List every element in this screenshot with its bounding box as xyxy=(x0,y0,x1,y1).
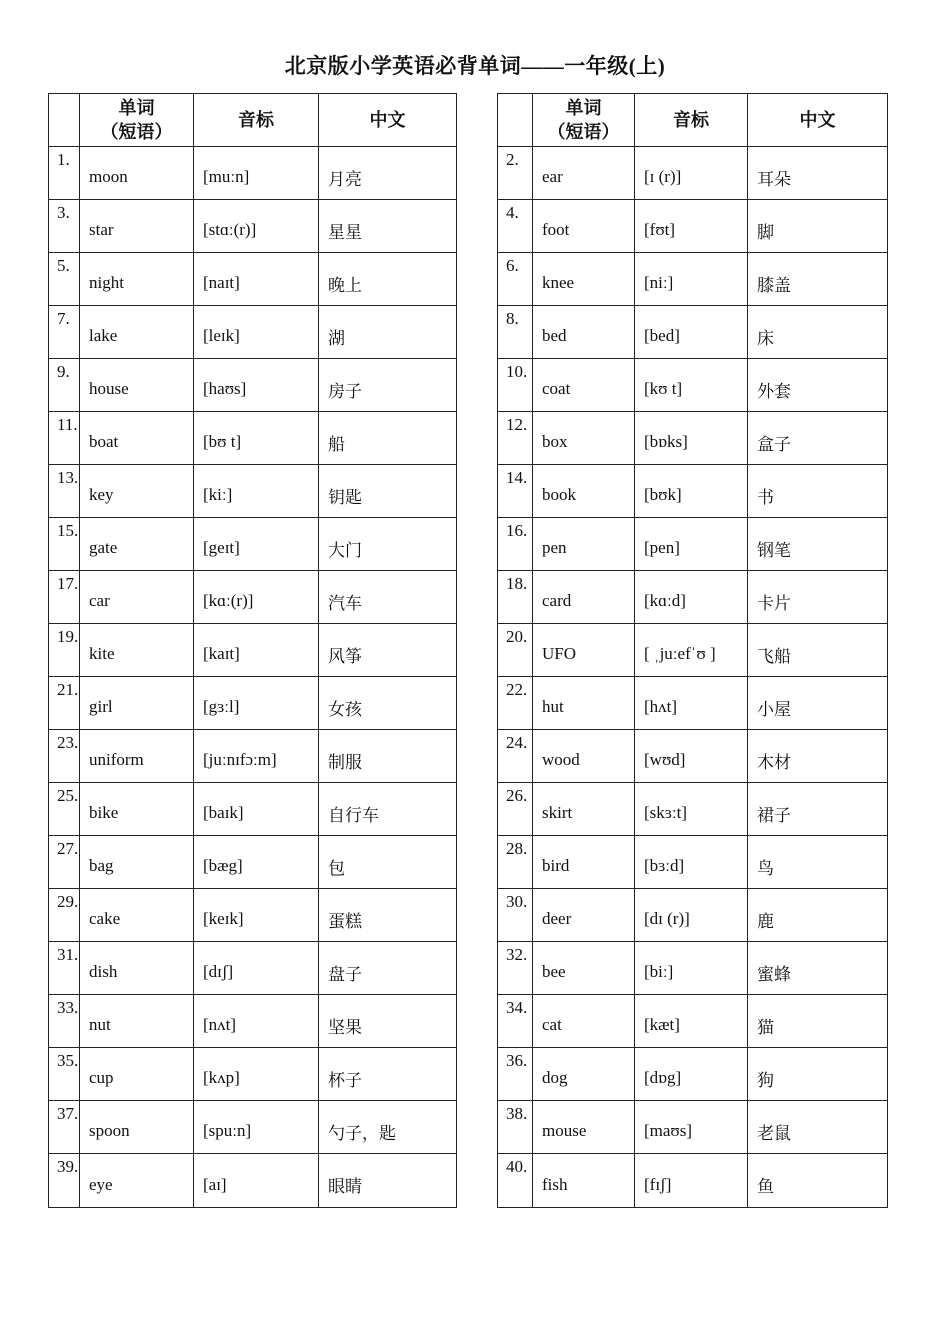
chinese-cell: 包 xyxy=(319,836,457,889)
phonetic-cell: [kʊ t] xyxy=(635,359,748,412)
chinese-cell: 勺子，匙 xyxy=(319,1101,457,1154)
word-cell: star xyxy=(80,200,194,253)
row-number: 6. xyxy=(498,253,533,306)
phonetic-cell: [wʊd] xyxy=(635,730,748,783)
word-cell: bag xyxy=(80,836,194,889)
table-row xyxy=(498,889,888,942)
table-row xyxy=(49,1154,457,1208)
word-cell: foot xyxy=(533,200,635,253)
row-number: 1. xyxy=(49,147,80,200)
chinese-cell: 月亮 xyxy=(319,147,457,200)
chinese-cell: 风筝 xyxy=(319,624,457,677)
word-cell: spoon xyxy=(80,1101,194,1154)
word-cell: girl xyxy=(80,677,194,730)
row-number: 5. xyxy=(49,253,80,306)
word-cell: UFO xyxy=(533,624,635,677)
table-row xyxy=(498,836,888,889)
row-number: 29. xyxy=(49,889,80,942)
table-row xyxy=(498,571,888,624)
chinese-cell: 晚上 xyxy=(319,253,457,306)
phonetic-cell: [bed] xyxy=(635,306,748,359)
chinese-cell: 蛋糕 xyxy=(319,889,457,942)
row-number: 22. xyxy=(498,677,533,730)
chinese-cell: 木材 xyxy=(748,730,888,783)
table-row xyxy=(498,1101,888,1154)
chinese-cell: 猫 xyxy=(748,995,888,1048)
phonetic-cell: [biː] xyxy=(635,942,748,995)
phonetic-cell: [pen] xyxy=(635,518,748,571)
chinese-cell: 大门 xyxy=(319,518,457,571)
row-number: 8. xyxy=(498,306,533,359)
right-table-body xyxy=(498,147,888,1208)
table-row xyxy=(49,836,457,889)
word-cell: hut xyxy=(533,677,635,730)
chinese-cell: 床 xyxy=(748,306,888,359)
table-row xyxy=(498,412,888,465)
table-row xyxy=(498,518,888,571)
word-cell: wood xyxy=(533,730,635,783)
chinese-cell: 杯子 xyxy=(319,1048,457,1101)
table-row xyxy=(49,730,457,783)
table-row xyxy=(498,942,888,995)
phonetic-cell: [maʊs] xyxy=(635,1101,748,1154)
table-row xyxy=(498,253,888,306)
phonetic-cell: [ɪ (r)] xyxy=(635,147,748,200)
chinese-cell: 脚 xyxy=(748,200,888,253)
table-row xyxy=(498,1154,888,1208)
word-cell: dish xyxy=(80,942,194,995)
phonetic-cell: [kɑː(r)] xyxy=(194,571,319,624)
chinese-cell: 自行车 xyxy=(319,783,457,836)
header-word: 单词 （短语） xyxy=(533,94,635,147)
row-number: 15. xyxy=(49,518,80,571)
table-row xyxy=(49,1048,457,1101)
table-row xyxy=(498,200,888,253)
phonetic-cell: [dɪʃ] xyxy=(194,942,319,995)
header-ipa: 音标 xyxy=(194,94,319,147)
row-number: 21. xyxy=(49,677,80,730)
table-row xyxy=(49,995,457,1048)
phonetic-cell: [gɜːl] xyxy=(194,677,319,730)
header-num xyxy=(498,94,533,147)
vocab-table-right xyxy=(497,93,888,1208)
word-cell: fish xyxy=(533,1154,635,1208)
chinese-cell: 耳朵 xyxy=(748,147,888,200)
chinese-cell: 蜜蜂 xyxy=(748,942,888,995)
table-row xyxy=(498,306,888,359)
chinese-cell: 卡片 xyxy=(748,571,888,624)
phonetic-cell: [leɪk] xyxy=(194,306,319,359)
phonetic-cell: [fʊt] xyxy=(635,200,748,253)
chinese-cell: 汽车 xyxy=(319,571,457,624)
header-num xyxy=(49,94,80,147)
table-row xyxy=(49,889,457,942)
page-title: 北京版小学英语必背单词——一年级(上) xyxy=(284,54,666,78)
row-number: 13. xyxy=(49,465,80,518)
phonetic-cell: [niː] xyxy=(635,253,748,306)
word-cell: car xyxy=(80,571,194,624)
row-number: 38. xyxy=(498,1101,533,1154)
left-table-body xyxy=(49,147,457,1208)
phonetic-cell: [hʌt] xyxy=(635,677,748,730)
phonetic-cell: [kɑːd] xyxy=(635,571,748,624)
phonetic-cell: [fɪʃ] xyxy=(635,1154,748,1208)
word-cell: nut xyxy=(80,995,194,1048)
table-row xyxy=(49,783,457,836)
row-number: 37. xyxy=(49,1101,80,1154)
table-row xyxy=(49,147,457,200)
row-number: 14. xyxy=(498,465,533,518)
word-cell: eye xyxy=(80,1154,194,1208)
vocab-table-left xyxy=(48,93,457,1208)
row-number: 24. xyxy=(498,730,533,783)
word-cell: card xyxy=(533,571,635,624)
chinese-cell: 盒子 xyxy=(748,412,888,465)
row-number: 19. xyxy=(49,624,80,677)
header-row xyxy=(49,94,457,147)
word-cell: ear xyxy=(533,147,635,200)
table-row xyxy=(49,518,457,571)
phonetic-cell: [kiː] xyxy=(194,465,319,518)
row-number: 34. xyxy=(498,995,533,1048)
word-cell: cake xyxy=(80,889,194,942)
chinese-cell: 制服 xyxy=(319,730,457,783)
row-number: 3. xyxy=(49,200,80,253)
phonetic-cell: [skɜːt] xyxy=(635,783,748,836)
row-number: 35. xyxy=(49,1048,80,1101)
phonetic-cell: [stɑː(r)] xyxy=(194,200,319,253)
word-cell: cat xyxy=(533,995,635,1048)
row-number: 20. xyxy=(498,624,533,677)
phonetic-cell: [bɜːd] xyxy=(635,836,748,889)
word-cell: skirt xyxy=(533,783,635,836)
chinese-cell: 女孩 xyxy=(319,677,457,730)
phonetic-cell: [kæt] xyxy=(635,995,748,1048)
word-cell: gate xyxy=(80,518,194,571)
chinese-cell: 裙子 xyxy=(748,783,888,836)
row-number: 40. xyxy=(498,1154,533,1208)
table-row xyxy=(498,1048,888,1101)
word-cell: deer xyxy=(533,889,635,942)
chinese-cell: 钥匙 xyxy=(319,465,457,518)
chinese-cell: 船 xyxy=(319,412,457,465)
word-cell: kite xyxy=(80,624,194,677)
phonetic-cell: [juːnɪfɔːm] xyxy=(194,730,319,783)
phonetic-cell: [bɒks] xyxy=(635,412,748,465)
row-number: 2. xyxy=(498,147,533,200)
table-row xyxy=(49,571,457,624)
word-cell: dog xyxy=(533,1048,635,1101)
phonetic-cell: [geɪt] xyxy=(194,518,319,571)
chinese-cell: 钢笔 xyxy=(748,518,888,571)
row-number: 18. xyxy=(498,571,533,624)
row-number: 25. xyxy=(49,783,80,836)
word-cell: bee xyxy=(533,942,635,995)
table-row xyxy=(498,730,888,783)
phonetic-cell: [bæg] xyxy=(194,836,319,889)
word-cell: knee xyxy=(533,253,635,306)
row-number: 17. xyxy=(49,571,80,624)
table-row xyxy=(49,253,457,306)
table-row xyxy=(49,200,457,253)
word-cell: boat xyxy=(80,412,194,465)
chinese-cell: 鹿 xyxy=(748,889,888,942)
phonetic-cell: [dɪ (r)] xyxy=(635,889,748,942)
phonetic-cell: [aɪ] xyxy=(194,1154,319,1208)
header-word: 单词 （短语） xyxy=(80,94,194,147)
row-number: 36. xyxy=(498,1048,533,1101)
table-row xyxy=(49,306,457,359)
chinese-cell: 书 xyxy=(748,465,888,518)
table-row xyxy=(49,942,457,995)
table-row xyxy=(49,677,457,730)
word-cell: house xyxy=(80,359,194,412)
table-row xyxy=(49,624,457,677)
phonetic-cell: [bʊk] xyxy=(635,465,748,518)
chinese-cell: 眼睛 xyxy=(319,1154,457,1208)
header-ipa: 音标 xyxy=(635,94,748,147)
row-number: 9. xyxy=(49,359,80,412)
chinese-cell: 湖 xyxy=(319,306,457,359)
word-cell: night xyxy=(80,253,194,306)
word-cell: bike xyxy=(80,783,194,836)
chinese-cell: 鸟 xyxy=(748,836,888,889)
word-cell: uniform xyxy=(80,730,194,783)
phonetic-cell: [bʊ t] xyxy=(194,412,319,465)
phonetic-cell: [kʌp] xyxy=(194,1048,319,1101)
table-row xyxy=(49,359,457,412)
row-number: 4. xyxy=(498,200,533,253)
phonetic-cell: [haʊs] xyxy=(194,359,319,412)
row-number: 30. xyxy=(498,889,533,942)
chinese-cell: 坚果 xyxy=(319,995,457,1048)
phonetic-cell: [ ˌjuːefˈʊ ] xyxy=(635,624,748,677)
chinese-cell: 狗 xyxy=(748,1048,888,1101)
word-cell: cup xyxy=(80,1048,194,1101)
chinese-cell: 膝盖 xyxy=(748,253,888,306)
word-cell: lake xyxy=(80,306,194,359)
row-number: 12. xyxy=(498,412,533,465)
row-number: 11. xyxy=(49,412,80,465)
row-number: 39. xyxy=(49,1154,80,1208)
row-number: 16. xyxy=(498,518,533,571)
table-row xyxy=(49,412,457,465)
table-row xyxy=(498,624,888,677)
word-cell: mouse xyxy=(533,1101,635,1154)
word-cell: box xyxy=(533,412,635,465)
word-cell: bed xyxy=(533,306,635,359)
row-number: 32. xyxy=(498,942,533,995)
row-number: 7. xyxy=(49,306,80,359)
row-number: 33. xyxy=(49,995,80,1048)
header-cn: 中文 xyxy=(319,94,457,147)
table-row xyxy=(498,677,888,730)
table-row xyxy=(498,359,888,412)
phonetic-cell: [baɪk] xyxy=(194,783,319,836)
word-cell: bird xyxy=(533,836,635,889)
phonetic-cell: [kaɪt] xyxy=(194,624,319,677)
phonetic-cell: [muːn] xyxy=(194,147,319,200)
row-number: 31. xyxy=(49,942,80,995)
phonetic-cell: [keɪk] xyxy=(194,889,319,942)
word-cell: book xyxy=(533,465,635,518)
phonetic-cell: [naɪt] xyxy=(194,253,319,306)
row-number: 27. xyxy=(49,836,80,889)
row-number: 10. xyxy=(498,359,533,412)
word-cell: moon xyxy=(80,147,194,200)
phonetic-cell: [spuːn] xyxy=(194,1101,319,1154)
word-cell: coat xyxy=(533,359,635,412)
row-number: 26. xyxy=(498,783,533,836)
row-number: 28. xyxy=(498,836,533,889)
chinese-cell: 外套 xyxy=(748,359,888,412)
table-row xyxy=(498,783,888,836)
chinese-cell: 飞船 xyxy=(748,624,888,677)
header-cn: 中文 xyxy=(748,94,888,147)
chinese-cell: 房子 xyxy=(319,359,457,412)
table-row xyxy=(49,1101,457,1154)
chinese-cell: 盘子 xyxy=(319,942,457,995)
table-row xyxy=(498,465,888,518)
phonetic-cell: [nʌt] xyxy=(194,995,319,1048)
row-number: 23. xyxy=(49,730,80,783)
header-row xyxy=(498,94,888,147)
chinese-cell: 老鼠 xyxy=(748,1101,888,1154)
chinese-cell: 鱼 xyxy=(748,1154,888,1208)
chinese-cell: 小屋 xyxy=(748,677,888,730)
word-cell: key xyxy=(80,465,194,518)
phonetic-cell: [dɒg] xyxy=(635,1048,748,1101)
table-row xyxy=(498,995,888,1048)
chinese-cell: 星星 xyxy=(319,200,457,253)
table-row xyxy=(49,465,457,518)
table-row xyxy=(498,147,888,200)
word-cell: pen xyxy=(533,518,635,571)
